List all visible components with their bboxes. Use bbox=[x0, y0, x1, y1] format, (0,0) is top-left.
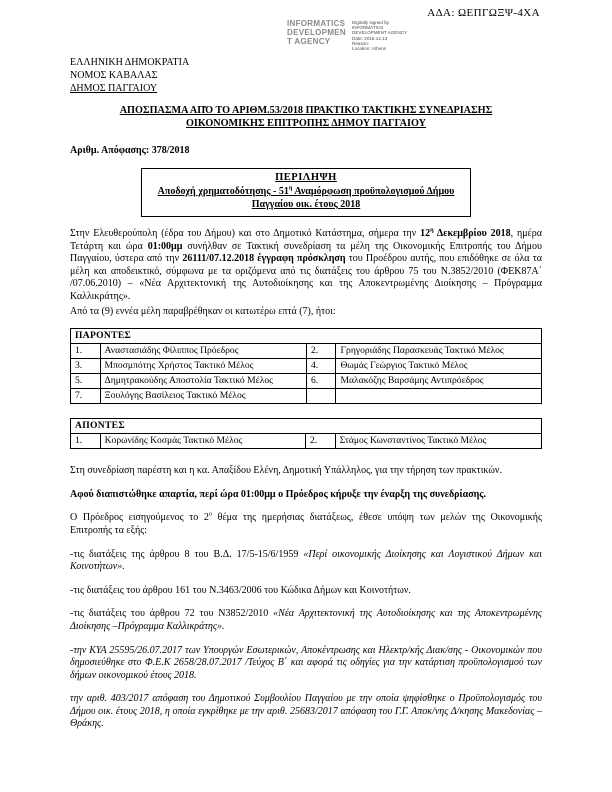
stamp-agency-name bbox=[287, 19, 346, 51]
stamp-signature-line: INFORMATICS bbox=[352, 25, 384, 31]
summary-text: Αποδοχή χρηματοδότησης - $51^\eta$ Αναμόρφωση προϋπολογισμού Δήμου Παγγαίου οικ. έτους 2018 bbox=[157, 184, 455, 210]
letterhead-municipality: ΔΗΜΟΣ ΠΑΓΓΑΙΟΥ bbox=[70, 83, 158, 94]
reference-paragraph: -τις διατάξεις της άρθρου 8 του Β.Δ. 17/5-15/6/1959 «Περί οικονομικής Διοίκησης και Λογιστικού Δήμων και Κοινοτήτων». bbox=[70, 548, 542, 573]
summary-heading: ΠΕΡΙΛΗΨΗ bbox=[275, 172, 337, 183]
attendance-note: Από τα (9) εννέα μέλη παραβρέθηκαν οι κατωτέρω επτά (7), ήτοι: bbox=[70, 305, 336, 317]
member-number: 2. bbox=[305, 434, 335, 449]
stamp-signature-line: Date: 2018.12.13 bbox=[352, 35, 388, 41]
member-name: Ξουλόγης Βασίλειος Τακτικό Μέλος bbox=[100, 389, 306, 404]
member-number: 5. bbox=[71, 374, 101, 389]
document-body bbox=[0, 104, 612, 731]
reference-paragraph: -τις διατάξεις του άρθρου 161 του Ν.3463/2006 του Κώδικα Δήμων και Κοινοτήτων. bbox=[70, 584, 411, 596]
secretary-note: Στη συνεδρίαση παρέστη και η κα. Απαξίδου Ελένη, Δημοτική Υπάλληλος, για την τήρηση των πρακτικών. bbox=[70, 465, 502, 477]
member-name bbox=[336, 389, 542, 404]
reference-paragraph: -την ΚΥΑ 25595/26.07.2017 των Υπουργών Εσωτερικών, Αποκέντρωσης και Ηλεκτρ/κής Διακ/σης - Οικονομικών που δημοσιεύθηκε στο Φ.Ε.Κ 2658/28.07.2017 /Τεύχος Β΄ και αφορά τις οδηγίες για την κατάρτιση προϋπολογισμού των δήμων οικονομικού έτους 2018. bbox=[70, 644, 542, 681]
ada-code: ΑΔΑ: ΩΕΠΓΩΞΨ-4ΧΑ bbox=[427, 7, 540, 19]
stamp-signature-line: Reason: bbox=[352, 40, 370, 46]
member-number: 2. bbox=[306, 344, 336, 359]
digital-signature-stamp bbox=[287, 19, 407, 51]
member-number: 1. bbox=[71, 434, 101, 449]
intro-paragraph: Στην Ελευθερούπολη (έδρα του Δήμου) και στο Δημοτικό Κατάστημα, σήμερα την $12^\eta$ Δεκεμβρίου 2018, ημέρα Τετάρτη και ώρα 01:00μμ συνήλθαν σε Τακτική συνεδρίαση τα μέλη της Οικονομικής Επιτροπής του Δήμου Παγγαίου, ύστερα από την 26111/07.12.2018 έγγραφη πρόσκληση του Προέδρου αυτής, που επιδόθηκε σε όλα τα μέλη και αποδεικτικό, σύμφωνα με τα οριζόμενα από τις διατάξεις του άρθρου 75 του Ν.3852/2010 (ΦΕΚ87Α΄ /07.06.2010) – «Νέα Αρχιτεκτονική της Αυτοδιοίκησης και της Αποκεντρωμένης Διοίκησης – Πρόγραμμα Καλλικράτης». bbox=[70, 226, 543, 302]
letterhead bbox=[70, 56, 189, 95]
stamp-signature-line: Location: Athens bbox=[352, 46, 386, 52]
stamp-signature-line: Digitally signed by bbox=[352, 20, 390, 25]
table-row bbox=[71, 434, 542, 449]
member-name: Θωμάς Γεώργιος Τακτικό Μέλος bbox=[336, 359, 542, 374]
present-members-table bbox=[70, 328, 542, 404]
member-number: 3. bbox=[71, 359, 101, 374]
reference-paragraph: -τις διατάξεις του άρθρου 72 του Ν3852/2010 «Νέα Αρχιτεκτονική της Αυτοδιοίκησης και της Αποκεντρωμένης Διοίκησης –Πρόγραμμα Καλλικράτης». bbox=[70, 608, 542, 632]
stamp-signature-line: DEVELOPMENT AGENCY bbox=[352, 30, 408, 36]
table-row bbox=[71, 344, 542, 359]
absent-members-table bbox=[70, 418, 542, 449]
document-title-line: ΟΙΚΟΝΟΜΙΚΗΣ ΕΠΙΤΡΟΠΗΣ ΔΗΜΟΥ ΠΑΓΓΑΙΟΥ bbox=[185, 118, 427, 129]
stamp-signature-details bbox=[352, 19, 407, 51]
document-title-line: ΑΠΟΣΠΑΣΜΑ ΑΠΌ ΤΟ ΑΡΙΘΜ.53/2018 ΠΡΑΚΤΙΚΟ ΤΑΚΤΙΚΗΣ ΣΥΝΕΔΡΙΑΣΗΣ bbox=[119, 105, 493, 116]
member-name: Γρηγοριάδης Παρασκευάς Τακτικό Μέλος bbox=[336, 344, 542, 359]
member-number: 1. bbox=[71, 344, 101, 359]
quorum-note: Αφού διαπιστώθηκε απαρτία, περί ώρα 01:00μμ ο Πρόεδρος κήρυξε την έναρξη της συνεδρίασης. bbox=[70, 488, 487, 500]
member-name: Μαλακόζης Βαρσάμης Αντιπρόεδρος bbox=[336, 374, 542, 389]
summary-box bbox=[141, 168, 471, 217]
stamp-agency-line: INFORMATICS bbox=[287, 19, 346, 28]
document-title bbox=[70, 104, 542, 130]
member-name: Στάμος Κωνσταντίνος Τακτικό Μέλος bbox=[335, 434, 541, 449]
table-header-row bbox=[71, 329, 542, 344]
table-row bbox=[71, 389, 542, 404]
stamp-agency-line: DEVELOPMEN bbox=[287, 28, 347, 37]
stamp-agency-line: T AGENCY bbox=[287, 37, 331, 46]
letterhead-country: ΕΛΛΗΝΙΚΗ ΔΗΜΟΚΡΑΤΙΑ bbox=[70, 57, 190, 68]
member-name: Μποσμπότης Χρήστος Τακτικό Μέλος bbox=[100, 359, 306, 374]
decision-number: Αριθμ. Απόφασης: 378/2018 bbox=[70, 145, 190, 156]
member-number: 6. bbox=[306, 374, 336, 389]
table-header-row bbox=[71, 419, 542, 434]
table-row bbox=[71, 359, 542, 374]
reference-paragraph: την αριθ. 403/2017 απόφαση του Δημοτικού Συμβουλίου Παγγαίου με την οποία ψηφίσθηκε ο Προϋπολογισμός του Δήμου οικ. έτους 2018, η οποία εγκρίθηκε με την αριθ. 25683/2017 απόφαση του Γ.Γ. Αποκ/νης Δ/κησης Μακεδονίας –Θράκης. bbox=[70, 693, 542, 730]
member-number: 4. bbox=[306, 359, 336, 374]
member-name: Δημητρακούδης Αποστολία Τακτικό Μέλος bbox=[100, 374, 306, 389]
absent-members-header: ΑΠΟΝΤΕΣ bbox=[71, 419, 542, 434]
member-name: Αναστασιάδης Φίλιππος Πρόεδρος bbox=[100, 344, 306, 359]
table-row bbox=[71, 374, 542, 389]
member-name: Κορωνίδης Κοσμάς Τακτικό Μέλος bbox=[100, 434, 305, 449]
present-members-header: ΠΑΡΟΝΤΕΣ bbox=[71, 329, 542, 344]
agenda-intro-paragraph: Ο Πρόεδρος εισηγούμενος το $2^o$ θέμα της ημερήσιας διατάξεως, έθεσε υπόψη των μελών της Οικονομικής Επιτροπής τα εξής: bbox=[70, 511, 542, 536]
member-number bbox=[306, 389, 336, 404]
member-number: 7. bbox=[71, 389, 101, 404]
letterhead-prefecture: ΝΟΜΟΣ ΚΑΒΑΛΑΣ bbox=[70, 70, 158, 81]
